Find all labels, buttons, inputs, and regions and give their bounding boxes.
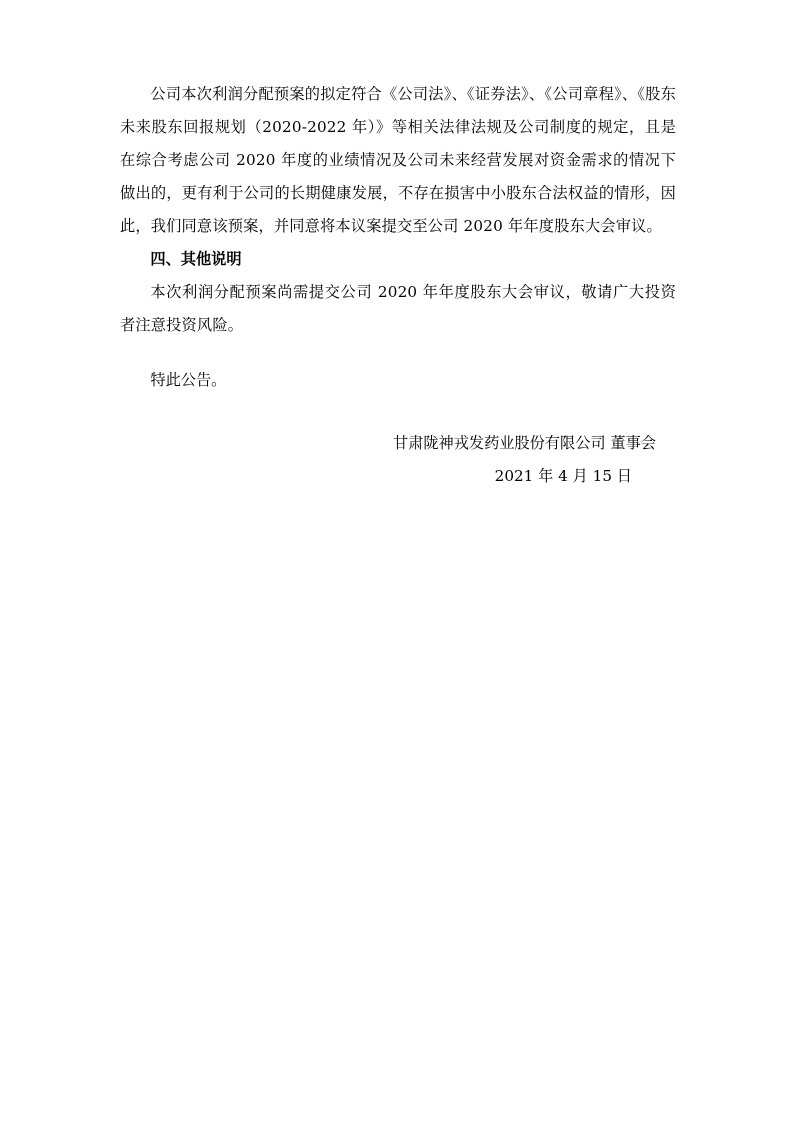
paragraph-other-notes: 本次利润分配预案尚需提交公司 2020 年年度股东大会审议，敬请广大投资者注意投资风险。 (120, 283, 676, 334)
document-body (120, 78, 676, 493)
special-announcement-line: 特此公告。 (150, 371, 227, 389)
signature-company-name: 甘肃陇神戎发药业股份有限公司 董事会 (392, 434, 656, 452)
signature-date: 2021 年 4 月 15 日 (494, 467, 632, 485)
section-heading-other-notes: 四、其他说明 (150, 250, 242, 268)
signature-block (120, 427, 676, 493)
vertical-spacer (120, 342, 676, 364)
paragraph-profit-distribution-compliance: 公司本次利润分配预案的拟定符合《公司法》、《证券法》、《公司章程》、《股东未来股东回报规划（2020-2022 年）》等相关法律法规及公司制度的规定，且是在综合考虑公司 2020 年度的业绩情况及公司未来经营发展对资金需求的情况下做出的，更有利于公司的长期健康发展，不存在损害中小股东合法权益的情形，因此，我们同意该预案，并同意将本议案提交至公司 2020 年年度股东大会审议。 (120, 85, 676, 235)
